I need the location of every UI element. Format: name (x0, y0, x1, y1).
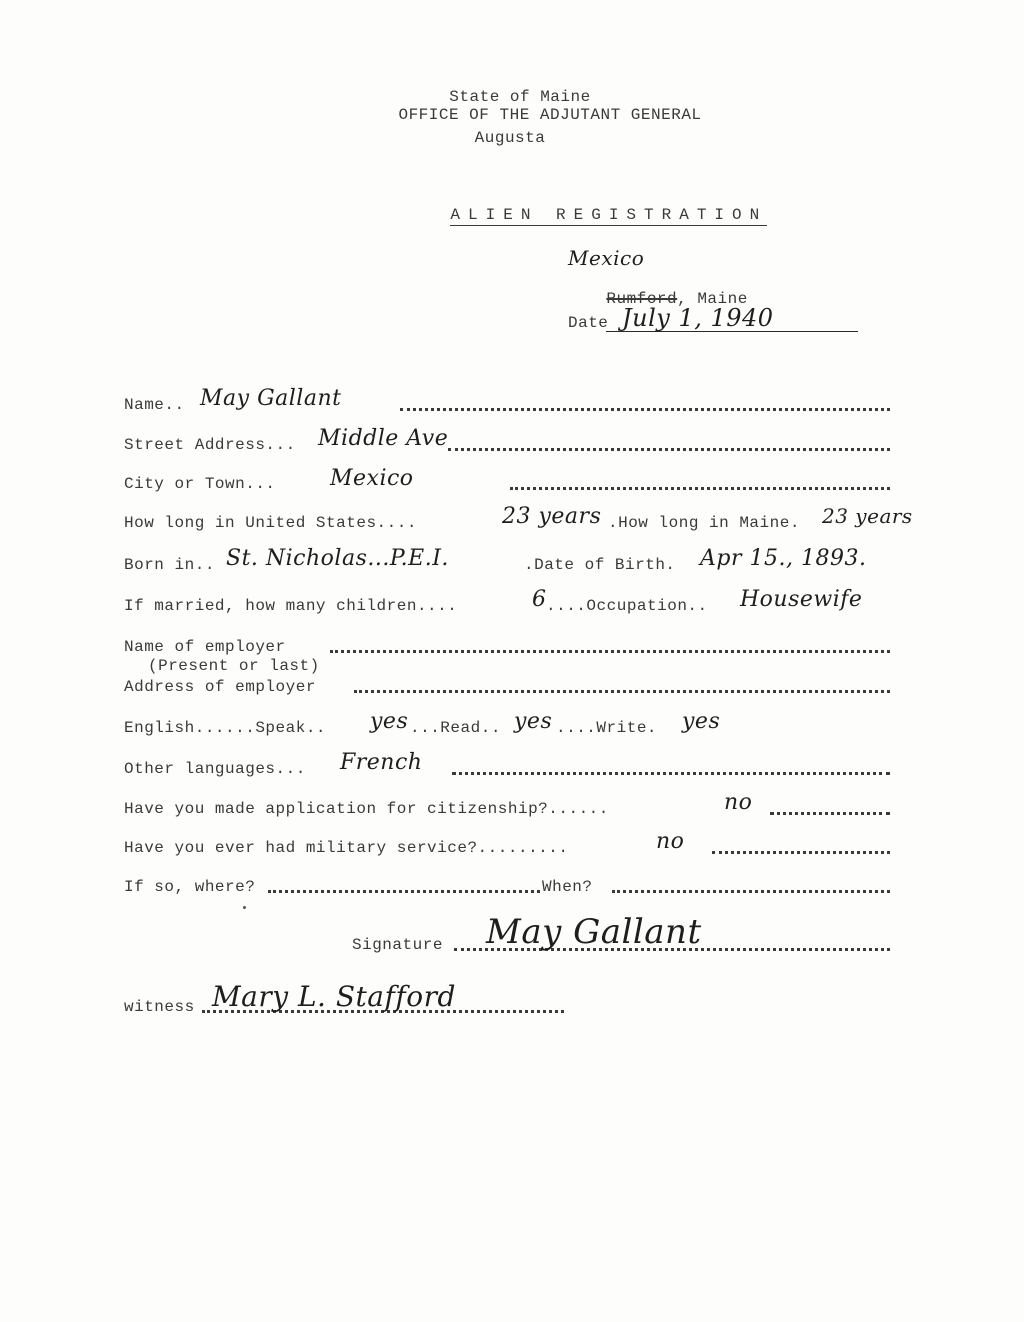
header-city: Augusta (474, 129, 546, 147)
date-value: July 1, 1940 (622, 304, 774, 332)
citizenship-label: Have you made application for citizenship?...... (124, 800, 609, 818)
citizenship-dots (770, 812, 890, 815)
employer-dots (330, 650, 890, 653)
read-value: yes (514, 709, 553, 734)
speak-value: yes (370, 709, 409, 734)
form-title: ALIEN REGISTRATION (450, 206, 768, 224)
employer-address-label: Address of employer (124, 678, 316, 696)
write-label: ....Write. (556, 719, 658, 737)
header-state: State of Maine (449, 88, 591, 106)
town-handwritten: Mexico (568, 246, 645, 270)
occupation-value: Housewife (740, 587, 863, 612)
stray-mark (243, 906, 246, 909)
street-dots (448, 448, 890, 451)
date-label: Date (568, 314, 609, 332)
street-label: Street Address... (124, 436, 296, 454)
read-label: ...Read.. (410, 719, 501, 737)
employer-address-dots (354, 690, 890, 693)
when-dots (612, 890, 890, 893)
name-value: May Gallant (200, 386, 342, 411)
where-label: If so, where? (124, 878, 256, 896)
city-value: Mexico (330, 466, 414, 491)
other-lang-dots (452, 772, 890, 775)
witness-value: Mary L. Stafford (212, 980, 456, 1013)
city-label: City or Town... (124, 475, 276, 493)
children-value: 6 (532, 587, 547, 612)
name-label: Name.. (124, 396, 185, 414)
city-dots (510, 487, 890, 490)
maine-label: .How long in Maine. (608, 514, 800, 532)
form-title-wrap (410, 188, 767, 242)
english-label: English......Speak.. (124, 719, 327, 737)
name-dots (400, 408, 890, 411)
employer-label: Name of employer (124, 638, 286, 656)
military-label: Have you ever had military service?......... (124, 839, 569, 857)
signature-value: May Gallant (486, 912, 702, 952)
born-value: St. Nicholas...P.E.I. (226, 546, 449, 571)
us-label: How long in United States.... (124, 514, 417, 532)
maine-value: 23 years (822, 504, 913, 528)
where-dots (268, 890, 540, 893)
header-office: OFFICE OF THE ADJUTANT GENERAL (398, 106, 702, 124)
other-lang-label: Other languages... (124, 760, 306, 778)
other-lang-value: French (340, 750, 423, 775)
struck-town: Rumford (606, 290, 678, 308)
when-label: When? (542, 878, 593, 896)
state-name: , Maine (677, 290, 748, 308)
born-label: Born in.. (124, 556, 215, 574)
occupation-label: ....Occupation.. (546, 597, 708, 615)
signature-label: Signature (352, 936, 443, 954)
military-value: no (656, 829, 685, 854)
citizenship-value: no (724, 790, 753, 815)
witness-label: witness (124, 998, 195, 1016)
children-label: If married, how many children.... (124, 597, 458, 615)
dob-label: .Date of Birth. (524, 556, 676, 574)
dob-value: Apr 15., 1893. (700, 546, 867, 571)
write-value: yes (682, 709, 721, 734)
us-value: 23 years (502, 504, 602, 529)
employer-sub-label: (Present or last) (148, 657, 320, 675)
military-dots (712, 851, 890, 854)
street-value: Middle Ave (318, 426, 449, 451)
